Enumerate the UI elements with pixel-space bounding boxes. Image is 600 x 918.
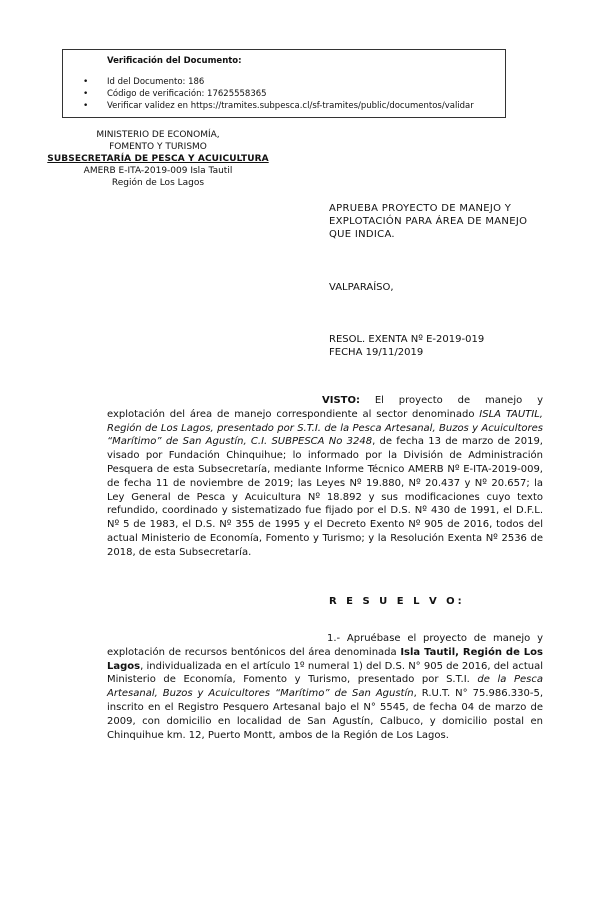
verification-list [83, 76, 474, 112]
title-line2: EXPLOTACIÓN PARA ÁREA DE MANEJO [329, 216, 528, 227]
title-line3: QUE INDICA. [329, 229, 395, 240]
verification-title: Verificación del Documento: [107, 56, 242, 66]
visto-lead: VISTO: [322, 395, 360, 406]
visto-paragraph [107, 394, 543, 560]
resolution-date: FECHA 19/11/2019 [329, 347, 424, 358]
visto-text-1: El proyecto de manejo y explotación del área de manejo correspondiente al sector denominado [107, 395, 543, 420]
document-id: • Id del Documento: 186 [83, 76, 474, 88]
ministry-header [36, 129, 280, 189]
article-1-text-3: , R.U.T. N° 75.986.330-5, inscrito en el Registro Pesquero Artesanal bajo el N° 5545, de fecha 04 de marzo de 2009, con domicilio en localidad de San Agustín, Calbuco, y domicilio postal en Chinquihue km. 12, Puerto Montt, ambos de la Región de Los Lagos. [107, 688, 543, 741]
document-title [329, 202, 549, 241]
article-1-paragraph [107, 632, 543, 742]
ministry-line1: MINISTERIO DE ECONOMÍA, [96, 130, 220, 140]
subsecretaria-name: SUBSECRETARÍA DE PESCA Y ACUICULTURA [47, 154, 269, 164]
title-line1: APRUEBA PROYECTO DE MANEJO Y [329, 203, 512, 214]
resolution-info [329, 333, 484, 359]
article-1-bold: Isla Tautil, Región de Los Lagos [107, 646, 543, 672]
article-1-italic: de la Pesca Artesanal, Buzos y Acuicultores “Marítimo” de San Agustín [107, 674, 543, 700]
visto-text-2: , de fecha 13 de marzo de 2019, visado por Fundación Chinquihue; lo informado por la División de Administración Pesquera de esta Subsecretaría, mediante Informe Técnico AMERB Nº E-ITA-2019-009, de fecha 11 de noviembre de 2019; las Leyes Nº 19.880, Nº 20.437 y Nº 20.657; la Ley General de Pesca y Acuicultura Nº 18.892 y sus modificaciones cuyo texto refundido, coordinado y sistematizado fue fijado por el D.S. Nº 430 de 1991, el D.F.L. Nº 5 de 1983, el D.S. Nº 355 de 1995 y el Decreto Exento Nº 905 de 2016, todos del actual Ministerio de Economía, Fomento y Turismo; y la Resolución Exenta Nº 2536 de 2018, de esta Subsecretaría. [107, 436, 543, 558]
article-1-text-1: 1.- Apruébase el proyecto de manejo y explotación de recursos bentónicos del área denominada [107, 633, 543, 658]
region-name: Región de Los Lagos [111, 178, 205, 188]
ministry-line2: FOMENTO Y TURISMO [109, 142, 207, 152]
visto-italic: ISLA TAUTIL, Región de Los Lagos, presentado por S.T.I. de la Pesca Artesanal, Buzos y Acuicultores “Marítimo” de San Agustín, C.I. SUBPESCA No 3248 [107, 408, 543, 448]
resuelvo-heading: R E S U E L V O: [329, 596, 465, 607]
verification-box [62, 49, 506, 118]
verification-url[interactable]: • Verificar validez en https://tramites.subpesca.cl/sf-tramites/public/documentos/validar [83, 100, 474, 112]
resolution-number: RESOL. EXENTA Nº E-2019-019 [329, 334, 485, 345]
verification-code: • Código de verificación: 17625558365 [83, 88, 474, 100]
amerb-code: AMERB E-ITA-2019-009 Isla Tautil [83, 166, 233, 176]
article-1-text-2: , individualizada en el artículo 1º numeral 1) del D.S. N° 905 de 2016, del actual Ministerio de Economía, Fomento y Turismo, presentado por S.T.I. [107, 660, 543, 686]
city-line: VALPARAÍSO, [329, 282, 394, 293]
